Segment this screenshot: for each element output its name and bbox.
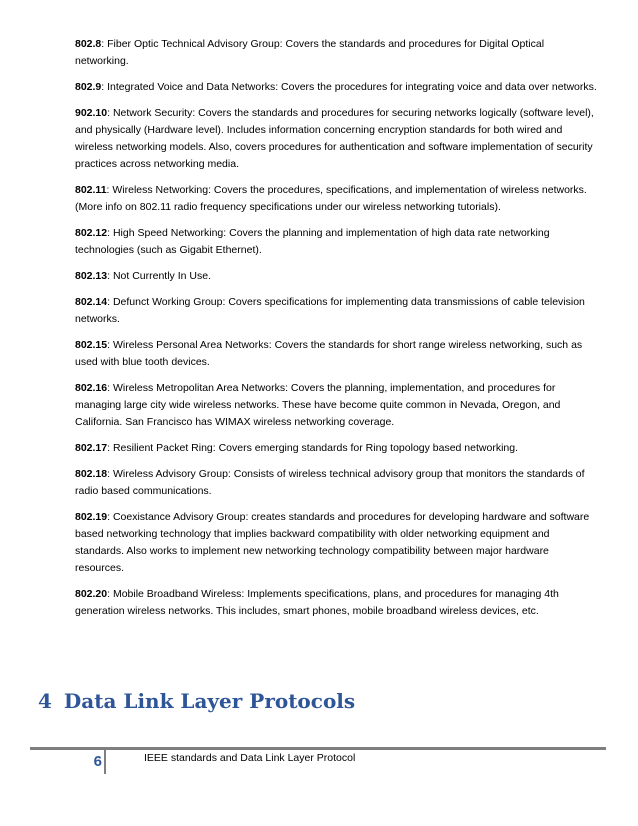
standard-description: : Network Security: Covers the standards and procedures for securing networks logically (software level), and physically (Hardware level). Includes information concerning encryption standards for both wired and wireless networking models. Also, covers procedures for authentication and software implementation of security practices across networking media. [75, 107, 594, 170]
standard-description: : Coexistance Advisory Group: creates standards and procedures for developing hardware and software based networking technology that implies backward compatibility with older networking equipment and standards. Also works to implement new networking technology compatibility between major hardware resources. [75, 511, 590, 574]
standard-description: : Fiber Optic Technical Advisory Group: Covers the standards and procedures for Digital Optical networking. [75, 38, 545, 67]
standard-code: 802.12 [75, 227, 108, 239]
standard-code: 902.10 [75, 107, 108, 119]
standard-code: 802.15 [75, 339, 108, 351]
standard-description: : Not Currently In Use. [107, 270, 211, 282]
section-heading [38, 689, 355, 713]
footer-rule [30, 747, 606, 750]
standard-code: 802.20 [75, 588, 108, 600]
standard-code: 802.18 [75, 468, 108, 480]
standard-description: : Resilient Packet Ring: Covers emerging standards for Ring topology based networking. [107, 442, 519, 454]
standard-entry [75, 509, 600, 577]
standard-code: 802.19 [75, 511, 108, 523]
standard-entry [75, 36, 600, 70]
standard-entry [75, 466, 600, 500]
standard-entry [75, 182, 600, 216]
standard-description: : Integrated Voice and Data Networks: Covers the procedures for integrating voice and data over networks. [101, 81, 597, 93]
standard-entry [75, 225, 600, 259]
standard-description: : Wireless Advisory Group: Consists of wireless technical advisory group that monitors the standards of radio based communications. [75, 468, 585, 497]
standard-entry [75, 337, 600, 371]
standard-code: 802.8 [75, 38, 102, 50]
standards-list [75, 36, 600, 629]
standard-code: 802.13 [75, 270, 108, 282]
standard-description: : Wireless Metropolitan Area Networks: Covers the planning, implementation, and procedures for managing large city wide wireless networks. These have become quite common in Nevada, Oregon, and California. San Francisco has WIMAX wireless networking coverage. [75, 382, 561, 428]
standard-code: 802.11 [75, 184, 107, 196]
standard-description: : Wireless Networking: Covers the procedures, specifications, and implementation of wireless networks. (More info on 802.11 radio frequency specifications under our wireless networking tutorials). [75, 184, 587, 213]
footer-divider [104, 750, 106, 774]
standard-code: 802.17 [75, 442, 108, 454]
standard-entry [75, 105, 600, 173]
standard-entry [75, 268, 600, 285]
standard-code: 802.16 [75, 382, 108, 394]
standard-code: 802.14 [75, 296, 108, 308]
footer-title: IEEE standards and Data Link Layer Protocol [144, 752, 356, 764]
section-title: Data Link Layer Protocols [63, 689, 356, 713]
standard-description: : Wireless Personal Area Networks: Covers the standards for short range wireless networking, such as used with blue tooth devices. [75, 339, 583, 368]
standard-entry [75, 586, 600, 620]
standard-code: 802.9 [75, 81, 102, 93]
standard-description: : Mobile Broadband Wireless: Implements specifications, plans, and procedures for managing 4th generation wireless networks. This includes, smart phones, mobile broadband wireless devices, etc. [75, 588, 559, 617]
page-number: 6 [93, 753, 102, 770]
standard-entry [75, 79, 600, 96]
standard-entry [75, 440, 600, 457]
standard-description: : High Speed Networking: Covers the planning and implementation of high data rate networking technologies (such as Gigabit Ethernet). [75, 227, 550, 256]
standard-entry [75, 294, 600, 328]
standard-entry [75, 380, 600, 431]
section-number: 4 [38, 689, 52, 713]
standard-description: : Defunct Working Group: Covers specifications for implementing data transmissions of cable television networks. [75, 296, 585, 325]
